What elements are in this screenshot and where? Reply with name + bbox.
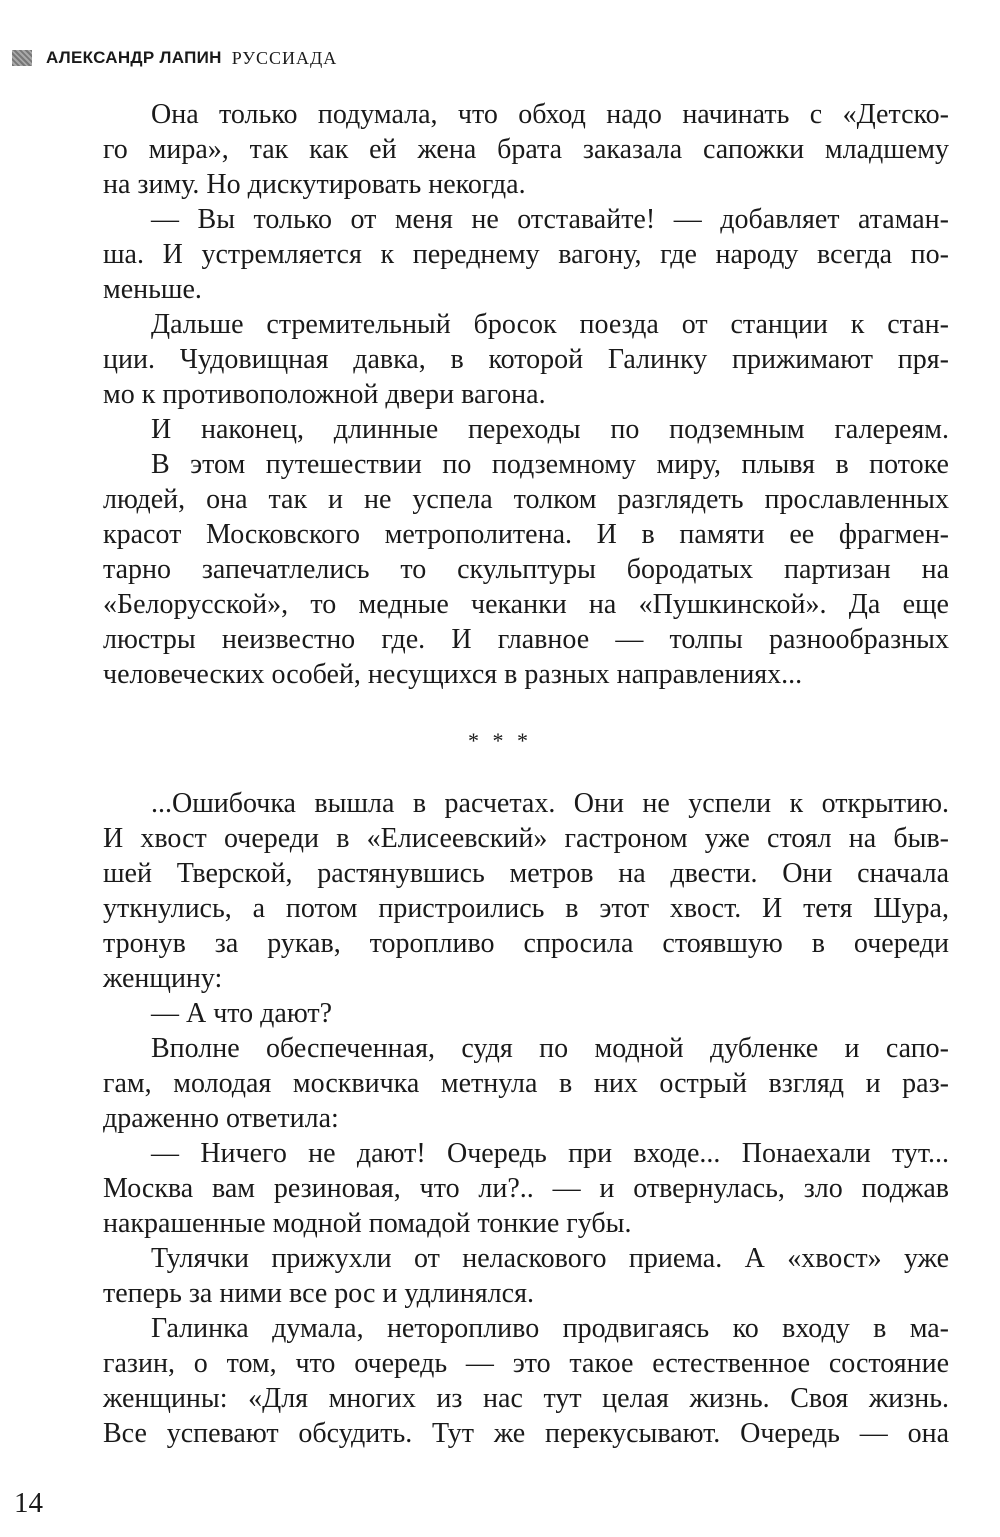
text-line: И хвост очереди в «Елисеевский» гастроном уже стоял на быв- bbox=[103, 823, 949, 854]
text-line: тронув за рукав, торопливо спросила стоявшую в очереди bbox=[103, 928, 949, 959]
text-line: — Вы только от меня не отставайте! — добавляет атаман- bbox=[151, 204, 949, 235]
text-line: ...Ошибочка вышла в расчетах. Они не успели к открытию. bbox=[151, 788, 949, 819]
text-line: меньше. bbox=[103, 274, 202, 305]
text-line: драженно ответила: bbox=[103, 1103, 339, 1134]
text-line: женщины: «Для многих из нас тут целая жизнь. Своя жизнь. bbox=[103, 1383, 949, 1414]
text-line: накрашенные модной помадой тонкие губы. bbox=[103, 1208, 632, 1239]
text-line: газин, о том, что очередь — это такое естественное состояние bbox=[103, 1348, 949, 1379]
text-line: ции. Чудовищная давка, в которой Галинку прижимают пря- bbox=[103, 344, 949, 375]
text-line: В этом путешествии по подземному миру, плывя в потоке bbox=[151, 449, 949, 480]
running-header bbox=[12, 46, 337, 70]
text-line: тарно запечатлелись то скульптуры бородатых партизан на bbox=[103, 554, 949, 585]
text-line: женщину: bbox=[103, 963, 223, 994]
text-line: — Ничего не дают! Очередь при входе... Понаехали тут... bbox=[151, 1138, 949, 1169]
text-line: Все успевают обсудить. Тут же перекусывают. Очередь — она bbox=[103, 1418, 949, 1449]
text-line: шей Тверской, растянувшись метров на двести. Они сначала bbox=[103, 858, 949, 889]
text-line: Москва вам резиновая, что ли?.. — и отвернулась, зло поджав bbox=[103, 1173, 949, 1204]
text-line: Вполне обеспеченная, судя по модной дубленке и сапо- bbox=[151, 1033, 949, 1064]
text-line: людей, она так и не успела толком разглядеть прославленных bbox=[103, 484, 949, 515]
text-line: люстры неизвестно где. И главное — толпы разнообразных bbox=[103, 624, 949, 655]
text-line: уткнулись, а потом пристроились в этот хвост. И тетя Шура, bbox=[103, 893, 949, 924]
page-number: 14 bbox=[14, 1487, 43, 1519]
text-line: го мира», так как ей жена брата заказала сапожки младшему bbox=[103, 134, 949, 165]
text-line: красот Московского метрополитена. И в памяти ее фрагмен- bbox=[103, 519, 949, 550]
text-line: Дальше стремительный бросок поезда от станции к стан- bbox=[151, 309, 949, 340]
header-author: АЛЕКСАНДР ЛАПИН bbox=[46, 48, 222, 67]
text-line: ша. И устремляется к переднему вагону, где народу всегда по- bbox=[103, 239, 949, 270]
text-line: гам, молодая москвичка метнула в них острый взгляд и раз- bbox=[103, 1068, 949, 1099]
text-line: теперь за ними все рос и удлинялся. bbox=[103, 1278, 534, 1309]
text-line: — А что дают? bbox=[151, 998, 333, 1029]
section-separator: * * * bbox=[468, 728, 532, 753]
header-book-title: РУССИАДА bbox=[231, 47, 338, 68]
text-line: Она только подумала, что обход надо начинать с «Детско- bbox=[151, 99, 949, 130]
text-line: на зиму. Но дискутировать некогда. bbox=[103, 169, 526, 200]
header-block-icon bbox=[12, 50, 32, 66]
text-line: «Белорусской», то медные чеканки на «Пушкинской». Да еще bbox=[103, 589, 949, 620]
text-line: человеческих особей, несущихся в разных направлениях... bbox=[103, 659, 803, 690]
text-line: мо к противоположной двери вагона. bbox=[103, 379, 546, 410]
text-line: Тулячки прижухли от неласкового приема. А «хвост» уже bbox=[151, 1243, 949, 1274]
text-line: Галинка думала, неторопливо продвигаясь ко входу в ма- bbox=[151, 1313, 949, 1344]
text-line: И наконец, длинные переходы по подземным галереям. bbox=[151, 414, 949, 445]
